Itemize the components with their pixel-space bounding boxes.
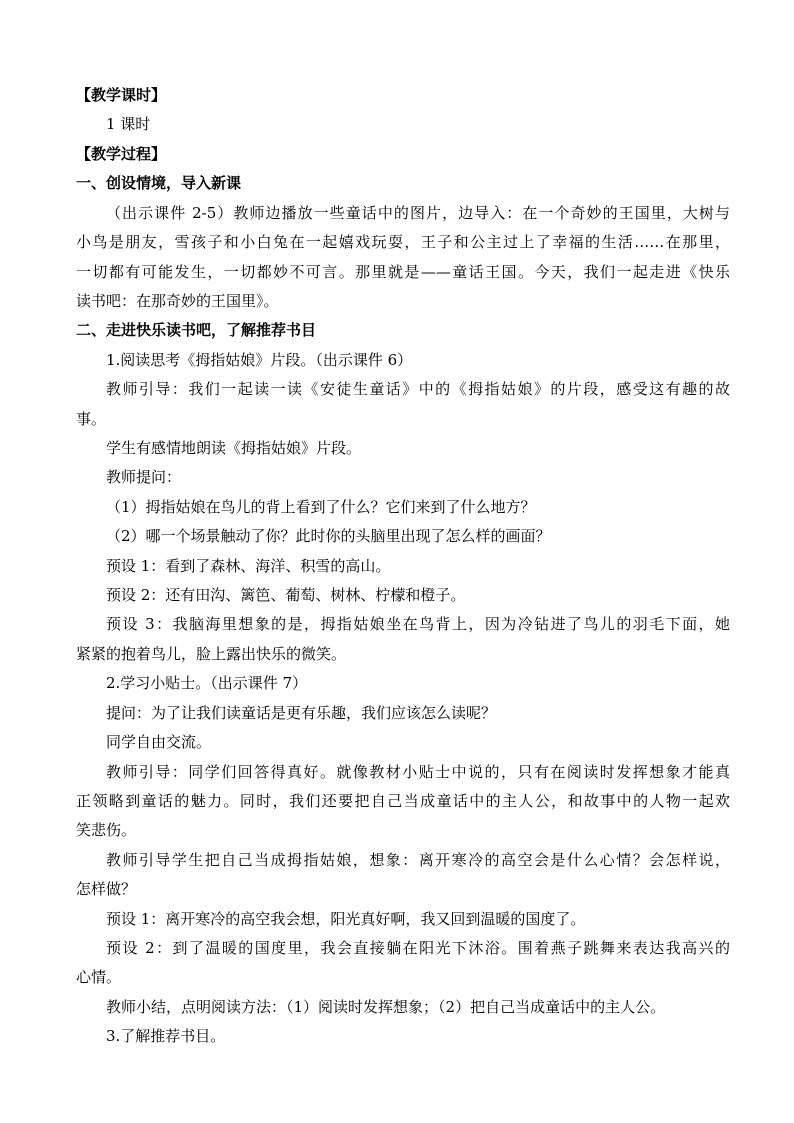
heading-process: 【教学过程】 xyxy=(76,145,167,163)
section1-para-line: 一切都有可能发生，一切都妙不可言。那里就是——童话王国。今天，我们一起走进《快乐 xyxy=(76,263,730,281)
section1-para-line: 小鸟是朋友，雪孩子和小白兔在一起嬉戏玩耍，王子和公主过上了幸福的生活……在那里， xyxy=(76,233,730,251)
section1-para-line: 读书吧：在那奇妙的王国里》。 xyxy=(76,292,279,310)
preset-2: 预设 2：还有田沟、篱笆、葡萄、树林、柠檬和橙子。 xyxy=(106,586,466,604)
section1-para-line: （出示课件 2-5）教师边播放一些童话中的图片，边导入：在一个奇妙的王国里，大树与 xyxy=(106,204,730,222)
guide1-line: 教师引导：我们一起读一读《安徒生童话》中的《拇指姑娘》的片段，感受这有趣的故 xyxy=(106,380,730,398)
preset-5-line: 预设 2：到了温暖的国度里，我会直接躺在阳光下沐浴。围着燕子跳舞来表达我高兴的 xyxy=(106,939,730,957)
heading-lesson-time: 【教学课时】 xyxy=(76,86,167,104)
question-1: （1）拇指姑娘在鸟儿的背上看到了什么？它们来到了什么地方？ xyxy=(106,498,536,516)
read-aloud: 学生有感情地朗读《拇指姑娘》片段。 xyxy=(106,439,362,457)
guide1-line: 事。 xyxy=(76,410,107,428)
guide3-line: 怎样做？ xyxy=(76,880,137,898)
teacher-ask: 教师提问： xyxy=(106,468,182,486)
item2: 2.学习小贴士。（出示课件 7） xyxy=(106,674,308,692)
section2-title: 二、走进快乐读书吧，了解推荐书目 xyxy=(76,321,317,339)
preset-5-line: 心情。 xyxy=(76,968,122,986)
guide2-line: 笑悲伤。 xyxy=(76,821,137,839)
discuss: 同学自由交流。 xyxy=(106,733,212,751)
ask-2: 提问：为了让我们读童话是更有乐趣，我们应该怎么读呢？ xyxy=(106,704,497,722)
question-2: （2）哪一个场景触动了你？此时你的头脑里出现了怎么样的画面？ xyxy=(106,527,551,545)
preset-4: 预设 1：离开寒冷的高空我会想，阳光真好啊，我又回到温暖的国度了。 xyxy=(106,910,586,928)
item1: 1.阅读思考《拇指姑娘》片段。（出示课件 6） xyxy=(106,351,413,369)
section1-title: 一、创设情境，导入新课 xyxy=(76,174,242,192)
preset-1: 预设 1：看到了森林、海洋、积雪的高山。 xyxy=(106,557,391,575)
summary: 教师小结，点明阅读方法：（1）阅读时发挥想象；（2）把自己当成童话中的主人公。 xyxy=(106,998,666,1016)
item3: 3.了解推荐书目。 xyxy=(106,1027,226,1045)
guide2-line: 正领略到童话的魅力。同时，我们还要把自己当成童话中的主人公，和故事中的人物一起欢 xyxy=(76,792,730,810)
guide2-line: 教师引导：同学们回答得真好。就像教材小贴士中说的，只有在阅读时发挥想象才能真 xyxy=(106,763,730,781)
preset-3-line: 紧紧的抱着鸟儿，脸上露出快乐的微笑。 xyxy=(76,645,347,663)
lesson-time-value: 1 课时 xyxy=(106,115,151,133)
guide3-line: 教师引导学生把自己当成拇指姑娘，想象：离开寒冷的高空会是什么心情？会怎样说， xyxy=(106,851,730,869)
preset-3-line: 预设 3：我脑海里想象的是，拇指姑娘坐在鸟背上，因为冷钻进了鸟儿的羽毛下面，她 xyxy=(106,615,730,633)
